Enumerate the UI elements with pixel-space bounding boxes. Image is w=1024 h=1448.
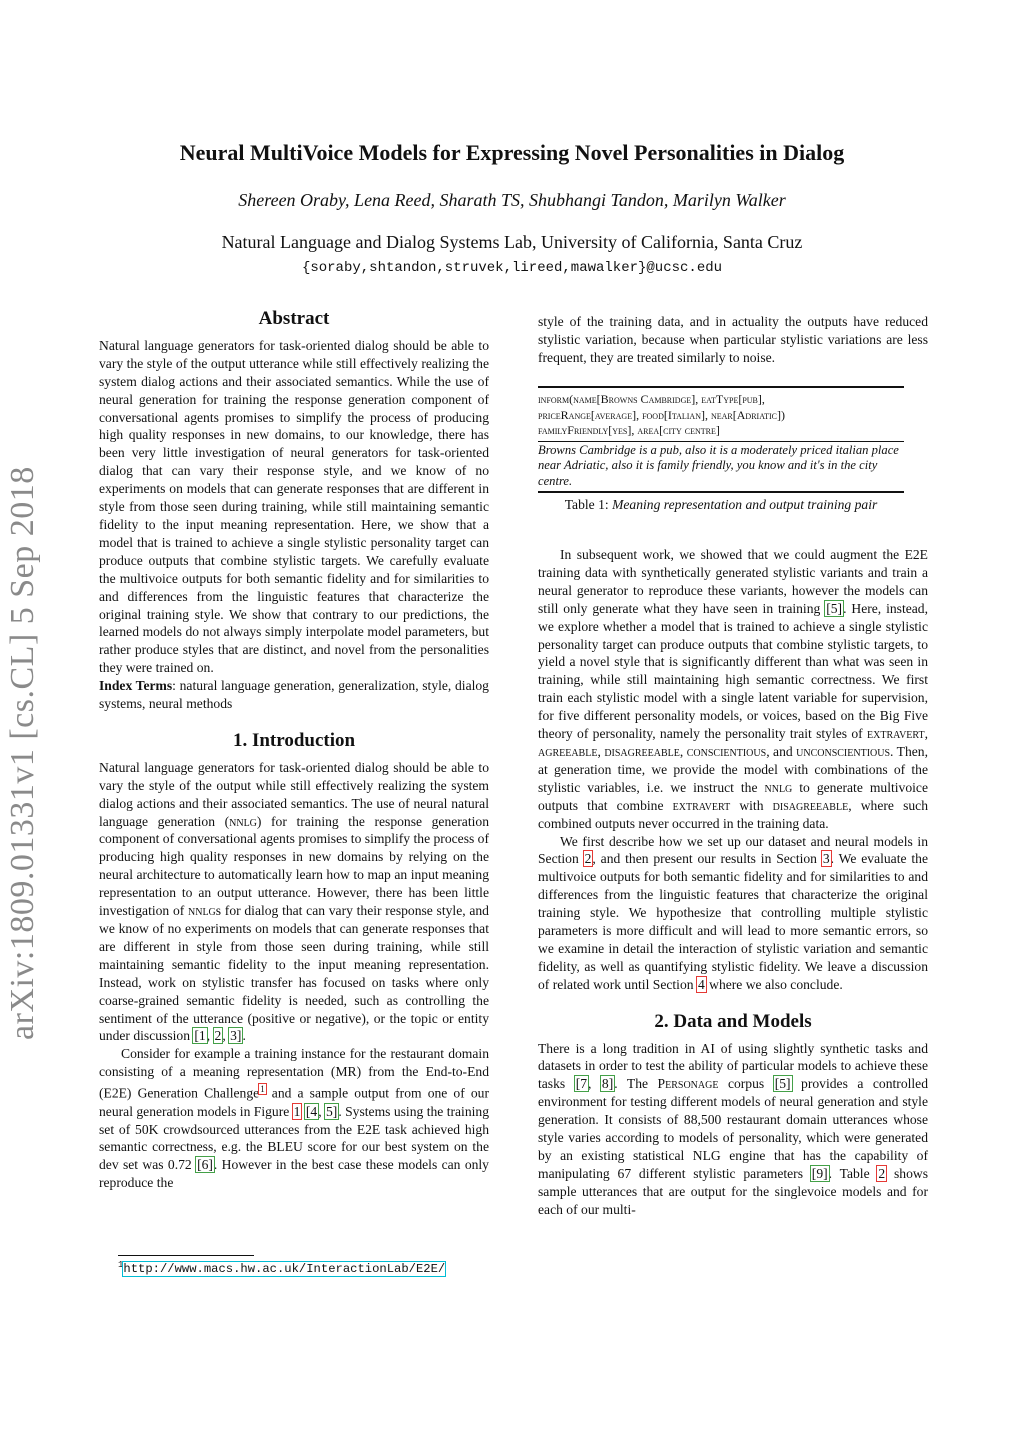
citation-link[interactable]: [4	[305, 1103, 318, 1119]
trait-name: conscientious	[686, 743, 767, 759]
citation-link[interactable]: 2	[214, 1028, 222, 1044]
table-caption-label: Table 1:	[564, 497, 613, 512]
table-meaning-representation	[538, 388, 904, 439]
section-ref-link[interactable]: 4	[697, 976, 705, 992]
trait-name: disagreeable	[604, 743, 680, 759]
trait-name: extravert	[867, 726, 925, 742]
figure-ref-link[interactable]: 1	[293, 1103, 301, 1119]
arxiv-stamp: arXiv:1809.01331v1 [cs.CL] 5 Sep 2018	[4, 466, 41, 1040]
mr-line: priceRange[average], food[Italian], near[Adriatic])	[538, 407, 785, 422]
index-terms-label: Index Terms	[99, 678, 173, 694]
intro-heading: 1. Introduction	[232, 729, 356, 751]
mr-line: familyFriendly[yes], area[city centre]	[538, 423, 720, 437]
right-column-top	[538, 313, 928, 367]
index-terms	[99, 677, 489, 713]
affiliation: Natural Language and Dialog Systems Lab, University of California, Santa Cruz	[221, 232, 803, 252]
mr-line: inform(name[Browns Cambridge], eatType[pub],	[538, 392, 765, 406]
trait-name: agreeable	[538, 743, 598, 759]
table-caption	[538, 497, 904, 513]
citation-link[interactable]: [6]	[197, 1157, 213, 1173]
footnote-marker-link[interactable]: 1	[260, 1084, 265, 1095]
citation-link[interactable]: 5]	[326, 1103, 338, 1119]
citation-link[interactable]: [5]	[826, 600, 843, 616]
section-ref-link[interactable]: 2	[584, 851, 592, 867]
footnote-rule	[118, 1255, 254, 1256]
citation-link[interactable]: 8]	[601, 1076, 614, 1092]
corpus-name: Personage	[657, 1076, 719, 1092]
footnote-url-link[interactable]: http://www.macs.hw.ac.uk/InteractionLab/E2E/	[123, 1262, 446, 1277]
table-utterance: Browns Cambridge is a pub, also it is a moderately priced italian place near Adriatic, also it is family friendly, you know and it's in the city centre.	[538, 442, 899, 488]
citation-link[interactable]: [1	[194, 1028, 206, 1044]
left-column	[99, 310, 489, 1192]
abstract-text: Natural language generators for task-oriented dialog should be able to vary the style of the output utterance while still effectively realizing the system dialog actions and their associated semantics. While the use of neural generation for training the response generation component of conversational agents promises to simplify the process of producing high quality responses in new domains, to our knowledge, there has been very little investigation of neural generators for task-oriented dialog that can vary their response style, and we know of no experiments on models that can generate responses that are different in style from those seen during training, while still maintaining semantic fidelity to the input meaning representation. Here, we show that a model that is trained to achieve a single stylistic personality target can produce outputs that combine stylistic targets. We carefully evaluate the multivoice outputs for both semantic fidelity and for similarities to and differences from the linguistic features that characterize the original training style. We show that contrary to our predictions, the learned models do not always simply interpolate model parameters, but rather produce styles that are distinct, and novel from the personalities they were trained on.	[99, 337, 489, 676]
table-ref-link[interactable]: 2	[878, 1165, 886, 1181]
right-column-body	[538, 546, 928, 1219]
citation-link[interactable]: [9]	[811, 1165, 828, 1181]
section-ref-link[interactable]: 3	[822, 851, 830, 867]
intro-paragraph-2: Consider for example a training instance for the restaurant domain consisting of a meaning representation (MR) from the End-to-End (E2E) Generation Challenge$^1$ and a sample output from one of our neural generation models in Figure 1 [4, 5]. Systems using the training set of 50K crowdsourced utterances from the E2E task achieved high semantic correctness, e.g. the BLEU score for our best system on the dev set was 0.72 [6]. However in the best case these models can only reproduce the	[99, 1046, 489, 1191]
footnote	[118, 1260, 445, 1276]
citation-link[interactable]: [5]	[774, 1076, 791, 1092]
author-list: Shereen Oraby, Lena Reed, Sharath TS, Shubhangi Tandon, Marilyn Walker	[238, 190, 786, 210]
index-terms-text: : natural language generation, generalization, style, dialog systems, neural methods	[99, 678, 489, 712]
section-2-heading: 2. Data and Models	[654, 1010, 812, 1032]
citation-link[interactable]: [7	[575, 1076, 588, 1092]
right-paragraph-2: We first describe how we set up our dataset and neural models in Section 2, and then present our results in Section 3. We evaluate the multivoice outputs for both semantic fidelity and for similarities to and differences from the linguistic features that characterize the original training style. We hypothesize that controlling multiple stylistic parameters is more difficult and will lead to more semantic errors, so we examine in detail the interaction of stylistic variation and semantic fidelity, as well as quantifying stylistic fidelity. We leave a discussion of related work until Section 4 where we also conclude.	[538, 833, 928, 992]
table-1	[538, 386, 904, 513]
right-top-paragraph: style of the training data, and in actuality the outputs have reduced stylistic variation, because when particular stylistic variations are less frequent, they are treated similarly to noise.	[538, 314, 928, 365]
trait-name: unconscientious	[796, 743, 891, 759]
table-bottom-rule	[538, 491, 904, 493]
section-2-paragraph: There is a long tradition in AI of using slightly synthetic tasks and datasets in order to test the ability of particular models to achieve these tasks [7, 8]. The Personage corpus [5] provides a controlled environment for testing different models of neural generation and style generation. It consists of 88,500 restaurant domain utterances whose style varies according to models of personality, which were generated by an existing statistical NLG engine that has the capability of manipulating 67 different stylistic parameters [9]. Table 2 shows sample utterances that are output for the singlevoice models and for each of our multi-	[538, 1040, 929, 1217]
citation-link[interactable]: 3]	[230, 1028, 242, 1044]
footnote-number: 1	[118, 1260, 124, 1270]
paper-title: Neural MultiVoice Models for Expressing Novel Personalities in Dialog	[179, 140, 845, 165]
table-caption-text: Meaning representation and output training pair	[612, 497, 878, 512]
author-emails: {soraby,shtandon,struvek,lireed,mawalker}@ucsc.edu	[301, 260, 723, 276]
right-paragraph-1: In subsequent work, we showed that we could augment the E2E training data with synthetically generated stylistic variants and train a neural generator to reproduce these variants, however the models can still only generate what they have seen in training [5]. Here, instead, we explore whether a model that is trained to achieve a single stylistic personality target can produce outputs that combine stylistic targets, to yield a novel style that is significantly different than what was seen in training, while still maintaining high semantic correctness. We first train each stylistic model with a single latent variable for supervision, for five different personality models, or voices, based on the Big Five theory of personality, namely the personality trait styles of extravert, agreeable, disagreeable, conscientious, and unconscientious. Then, at generation time, we provide the model with combinations of the stylistic variables, i.e. we instruct the nnlg to generate multivoice outputs that combine extravert with disagreeable, where such combined outputs never occurred in the training data.	[538, 547, 928, 831]
intro-paragraph-1: Natural language generators for task-oriented dialog should be able to vary the style of the output while still effectively realizing the system dialog actions and their associated semantics. The use of neural natural language generation (nnlg) for training the response generation component of conversational agents promises to simplify the process of producing high quality responses in new domains by relying on the neural architecture to automatically learn how to map an input meaning representation to an output utterance. However, there has been little investigation of nnlgs for dialog that can vary their response style, and we know of no experiments on models that can generate responses that are different in style from those seen during training, while still maintaining semantic fidelity to the input meaning representation. Instead, work on stylistic transfer has focused on tasks where only coarse-grained semantic fidelity is needed, such as controlling the sentiment of the utterance (positive or negative), or the topic or entity under discussion [1, 2, 3].	[99, 759, 489, 1044]
abstract-heading: Abstract	[258, 308, 330, 329]
